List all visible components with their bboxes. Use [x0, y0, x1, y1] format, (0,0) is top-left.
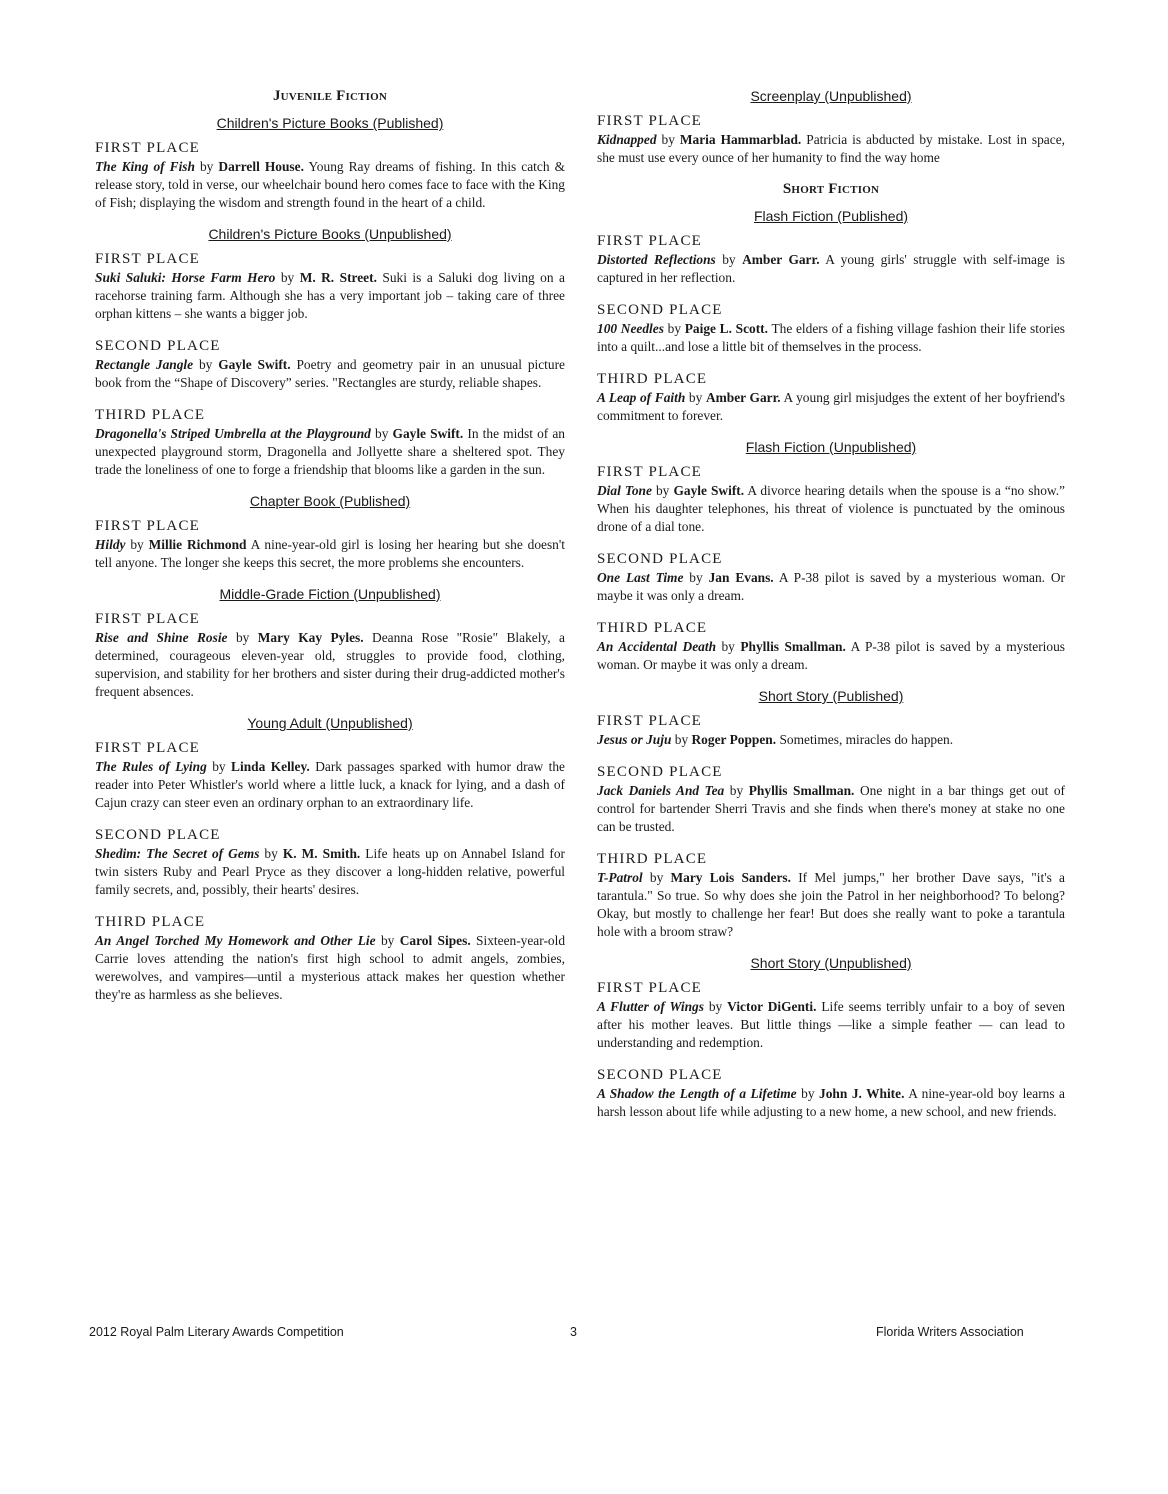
award-place: SECOND PLACE	[597, 1067, 723, 1083]
entry-title: Rectangle Jangle	[95, 357, 194, 372]
category-heading: Screenplay (Unpublished)	[750, 88, 912, 104]
award-place: FIRST PLACE	[95, 251, 201, 267]
entry-author: Carol Sipes.	[399, 933, 471, 948]
entry-description: A young girls' struggle with self-image is captured in her reflection.	[597, 252, 1065, 285]
award-place: FIRST PLACE	[95, 740, 201, 756]
award-entry: A Flutter of Wings by Victor DiGenti. Life seems terribly unfair to a boy of seven after his mother leaves. But little things —like a simple feather — can lead to understanding and redemption.	[597, 999, 1066, 1050]
entry-description: Sometimes, miracles do happen.	[779, 732, 954, 747]
award-place: FIRST PLACE	[597, 113, 703, 129]
award-place: THIRD PLACE	[597, 851, 708, 867]
category-heading: Chapter Book (Published)	[249, 493, 411, 509]
entry-description: Young Ray dreams of fishing. In this catch & release story, told in verse, our wheelchair bound hero comes face to face with the King of Fish; displaying the wisdom and strength found in the heart of a child.	[95, 159, 565, 210]
category-heading: Young Adult (Unpublished)	[247, 715, 413, 731]
award-entry: An Angel Torched My Homework and Other Lie by Carol Sipes. Sixteen-year-old Carrie loves attending the nation's first high school to admit angels, zombies, werewolves, and vampires—until a mysterious attack makes her question whether they're as harmless as she believes.	[95, 933, 566, 1002]
award-place: SECOND PLACE	[597, 764, 723, 780]
entry-title: An Angel Torched My Homework and Other Lie	[95, 933, 376, 948]
award-place: SECOND PLACE	[597, 551, 723, 567]
entry-title: Shedim: The Secret of Gems	[95, 846, 260, 861]
entry-description: In the midst of an unexpected playground storm, Dragonella and Jollyette share a sheltered spot. They trade the loneliness of one to forge a friendship that blooms like a garden in the sun.	[95, 426, 565, 477]
entry-author: Amber Garr.	[705, 390, 781, 405]
entry-title: Hildy	[95, 537, 126, 552]
entry-author: M. R. Street.	[299, 270, 377, 285]
entry-title: Jack Daniels And Tea	[597, 783, 725, 798]
entry-title: Dial Tone	[597, 483, 652, 498]
entry-title: A Flutter of Wings	[597, 999, 704, 1014]
entry-description: Dark passages sparked with humor draw the reader into Peter Whistler's world where a little luck, a knack for lying, and a dash of Cajun crazy can steer even an ordinary orphan to an extraordinary life.	[95, 759, 565, 810]
entry-description: Life seems terribly unfair to a boy of seven after his mother leaves. But little things —like a simple feather — can lead to understanding and redemption.	[597, 999, 1066, 1050]
entry-description: Life heats up on Annabel Island for twin sisters Ruby and Pearl Pryce as they discover a long-hidden relative, powerful family secrets, and, possibly, their hearts' desires.	[95, 846, 565, 897]
entry-title: 100 Needles	[597, 321, 664, 336]
entry-description: A divorce hearing details when the spouse is a “no show.” When his daughter telephones, his threat of violence is punctuated by the ominous drone of a dial tone.	[597, 483, 1065, 534]
entry-description: One night in a bar things get out of control for bartender Sherri Travis and she finds when there's money at stake no one can be trusted.	[597, 783, 1065, 834]
award-place: FIRST PLACE	[597, 980, 703, 996]
award-place: FIRST PLACE	[95, 518, 201, 534]
award-entry: One Last Time by Jan Evans. A P-38 pilot is saved by a mysterious woman. Or maybe it was only a dream.	[597, 570, 1066, 603]
award-place: SECOND PLACE	[95, 338, 221, 354]
entry-title: Rise and Shine Rosie	[95, 630, 228, 645]
entry-description: If Mel jumps," her brother Dave says, "it's a tarantula." So true. So why does she join the Patrol in her neighborhood? To belong? Okay, but mostly to challenge her fear! But does she really want to poke a tarantula hole with a broom straw?	[597, 870, 1065, 939]
entry-author: K. M. Smith.	[282, 846, 361, 861]
award-place: THIRD PLACE	[95, 914, 206, 930]
award-place: FIRST PLACE	[597, 713, 703, 729]
entry-author: Linda Kelley.	[231, 759, 310, 774]
entry-description: Suki is a Saluki dog living on a racehorse training farm. Although she has a very important job – taking care of three orphan kittens – she wants a bigger job.	[95, 270, 565, 321]
award-place: FIRST PLACE	[597, 233, 703, 249]
entry-title: A Leap of Faith	[597, 390, 686, 405]
award-entry: Suki Saluki: Horse Farm Hero by M. R. Street. Suki is a Saluki dog living on a racehorse training farm. Although she has a very important job – taking care of three orphan kittens – she wants a bigger job.	[95, 270, 565, 321]
entry-title: An Accidental Death	[597, 639, 717, 654]
entry-description: Deanna Rose "Rosie" Blakely, a determined, courageous eleven-year old, struggles to provide food, clothing, supervision, and stability for her brothers and sister during their drug-addicted mother's frequent absences.	[95, 630, 565, 699]
award-entry: The Rules of Lying by Linda Kelley. Dark passages sparked with humor draw the reader into Peter Whistler's world where a little luck, a knack for lying, and a dash of Cajun crazy can steer even an ordinary orphan to an extraordinary life.	[95, 759, 565, 810]
award-entry: T-Patrol by Mary Lois Sanders. If Mel jumps," her brother Dave says, "it's a tarantula." So true. So why does she join the Patrol in her neighborhood? To belong? Okay, but mostly to challenge her fear! But does she really want to poke a tarantula hole with a broom straw?	[597, 870, 1065, 939]
entry-title: Dragonella's Striped Umbrella at the Playground	[95, 426, 371, 441]
award-entry: A Shadow the Length of a Lifetime by John J. White. A nine-year-old boy learns a harsh lesson about life while adjusting to a new home, a new school, and new friends.	[597, 1086, 1066, 1119]
entry-title: Suki Saluki: Horse Farm Hero	[95, 270, 276, 285]
entry-author: Gayle Swift.	[392, 426, 464, 441]
left-column	[95, 88, 565, 1018]
entry-title: Kidnapped	[597, 132, 657, 147]
entry-description: A P-38 pilot is saved by a mysterious woman. Or maybe it was only a dream.	[597, 570, 1066, 603]
entry-description: A young girl misjudges the extent of her boyfriend's commitment to forever.	[597, 390, 1065, 423]
entry-description: A nine-year-old boy learns a harsh lesson about life while adjusting to a new home, a new school, and new friends.	[597, 1086, 1066, 1119]
entry-author: Mary Kay Pyles.	[257, 630, 364, 645]
entry-title: T-Patrol	[597, 870, 643, 885]
footer-competition-name: 2012 Royal Palm Literary Awards Competition	[89, 1325, 344, 1339]
entry-title: A Shadow the Length of a Lifetime	[597, 1086, 797, 1101]
entry-title: Distorted Reflections	[597, 252, 716, 267]
award-place: FIRST PLACE	[597, 464, 703, 480]
entry-author: Maria Hammarblad.	[679, 132, 802, 147]
award-place: SECOND PLACE	[597, 302, 723, 318]
entry-description: Sixteen-year-old Carrie loves attending the nation's first high school to admit angels, zombies, werewolves, and vampires—until a mysterious attack makes her question whether they're as harmless as she believes.	[95, 933, 566, 1002]
category-heading: Children's Picture Books (Published)	[216, 115, 444, 131]
entry-author: Roger Poppen.	[691, 732, 777, 747]
footer-organization: Florida Writers Association	[876, 1325, 1024, 1339]
right-column	[597, 88, 1065, 1135]
award-place: THIRD PLACE	[597, 371, 708, 387]
entry-title: The King of Fish	[95, 159, 195, 174]
category-heading: Flash Fiction (Published)	[753, 208, 909, 224]
entry-author: Paige L. Scott.	[684, 321, 768, 336]
award-entry: Rectangle Jangle by Gayle Swift. Poetry and geometry pair in an unusual picture book from the “Shape of Discovery” series. "Rectangles are sturdy, reliable shapes.	[95, 357, 565, 390]
award-place: THIRD PLACE	[597, 620, 708, 636]
entry-author: Mary Lois Sanders.	[670, 870, 791, 885]
entry-author: Amber Garr.	[742, 252, 820, 267]
award-entry: Hildy by Millie Richmond A nine-year-old girl is losing her hearing but she doesn't tell anyone. The longer she keeps this secret, the more problems she encounters.	[95, 537, 566, 570]
entry-author: John J. White.	[819, 1086, 905, 1101]
award-entry: Rise and Shine Rosie by Mary Kay Pyles. Deanna Rose "Rosie" Blakely, a determined, courageous eleven-year old, struggles to provide food, clothing, supervision, and stability for her brothers and sister during their drug-addicted mother's frequent absences.	[95, 630, 565, 699]
award-entry: Distorted Reflections by Amber Garr. A young girls' struggle with self-image is captured in her reflection.	[597, 252, 1065, 285]
entry-title: One Last Time	[597, 570, 684, 585]
entry-description: Patricia is abducted by mistake. Lost in space, she must use every ounce of her humanity to find the way home	[597, 132, 1065, 165]
award-place: SECOND PLACE	[95, 827, 221, 843]
award-entry: Jesus or Juju by Roger Poppen. Sometimes, miracles do happen.	[597, 732, 954, 747]
entry-title: Jesus or Juju	[597, 732, 672, 747]
section-title: Short Fiction	[782, 181, 880, 197]
award-entry: 100 Needles by Paige L. Scott. The elders of a fishing village fashion their life stories into a quilt...and lose a little bit of themselves in the process.	[597, 321, 1066, 354]
entry-author: Gayle Swift.	[673, 483, 745, 498]
entry-author: Victor DiGenti.	[727, 999, 817, 1014]
entry-author: Phyllis Smallman.	[748, 783, 855, 798]
award-place: FIRST PLACE	[95, 611, 201, 627]
category-heading: Short Story (Published)	[758, 688, 904, 704]
award-entry: Jack Daniels And Tea by Phyllis Smallman. One night in a bar things get out of control for bartender Sherri Travis and she finds when there's money at stake no one can be trusted.	[597, 783, 1065, 834]
award-place: THIRD PLACE	[95, 407, 206, 423]
page-number: 3	[570, 1325, 577, 1339]
entry-author: Millie Richmond	[148, 537, 247, 552]
award-entry: Kidnapped by Maria Hammarblad. Patricia is abducted by mistake. Lost in space, she must use every ounce of her humanity to find the way home	[597, 132, 1065, 165]
award-entry: A Leap of Faith by Amber Garr. A young girl misjudges the extent of her boyfriend's commitment to forever.	[597, 390, 1065, 423]
award-entry: Dragonella's Striped Umbrella at the Playground by Gayle Swift. In the midst of an unexpected playground storm, Dragonella and Jollyette share a sheltered spot. They trade the loneliness of one to forge a friendship that blooms like a garden in the sun.	[95, 426, 565, 477]
category-heading: Children's Picture Books (Unpublished)	[208, 226, 452, 242]
entry-description: A P-38 pilot is saved by a mysterious woman. Or maybe it was only a dream.	[597, 639, 1065, 672]
entry-description: A nine-year-old girl is losing her hearing but she doesn't tell anyone. The longer she keeps this secret, the more problems she encounters.	[95, 537, 566, 570]
section-title: Juvenile Fiction	[272, 88, 388, 104]
entry-description: Poetry and geometry pair in an unusual picture book from the “Shape of Discovery” series. "Rectangles are sturdy, reliable shapes.	[95, 357, 565, 390]
entry-title: The Rules of Lying	[95, 759, 207, 774]
category-heading: Flash Fiction (Unpublished)	[745, 439, 917, 455]
category-heading: Middle-Grade Fiction (Unpublished)	[219, 586, 441, 602]
entry-author: Gayle Swift.	[218, 357, 291, 372]
award-entry: Dial Tone by Gayle Swift. A divorce hearing details when the spouse is a “no show.” When his daughter telephones, his threat of violence is punctuated by the ominous drone of a dial tone.	[597, 483, 1065, 534]
award-entry: The King of Fish by Darrell House. Young Ray dreams of fishing. In this catch & release story, told in verse, our wheelchair bound hero comes face to face with the King of Fish; displaying the wisdom and strength found in the heart of a child.	[95, 159, 565, 210]
entry-author: Jan Evans.	[708, 570, 774, 585]
award-entry: Shedim: The Secret of Gems by K. M. Smith. Life heats up on Annabel Island for twin sisters Ruby and Pearl Pryce as they discover a long-hidden relative, powerful family secrets, and, possibly, their hearts' desires.	[95, 846, 565, 897]
award-entry: An Accidental Death by Phyllis Smallman. A P-38 pilot is saved by a mysterious woman. Or maybe it was only a dream.	[597, 639, 1065, 672]
category-heading: Short Story (Unpublished)	[750, 955, 912, 971]
entry-description: The elders of a fishing village fashion their life stories into a quilt...and lose a little bit of themselves in the process.	[597, 321, 1066, 354]
award-place: FIRST PLACE	[95, 140, 201, 156]
entry-author: Phyllis Smallman.	[740, 639, 846, 654]
entry-author: Darrell House.	[218, 159, 304, 174]
